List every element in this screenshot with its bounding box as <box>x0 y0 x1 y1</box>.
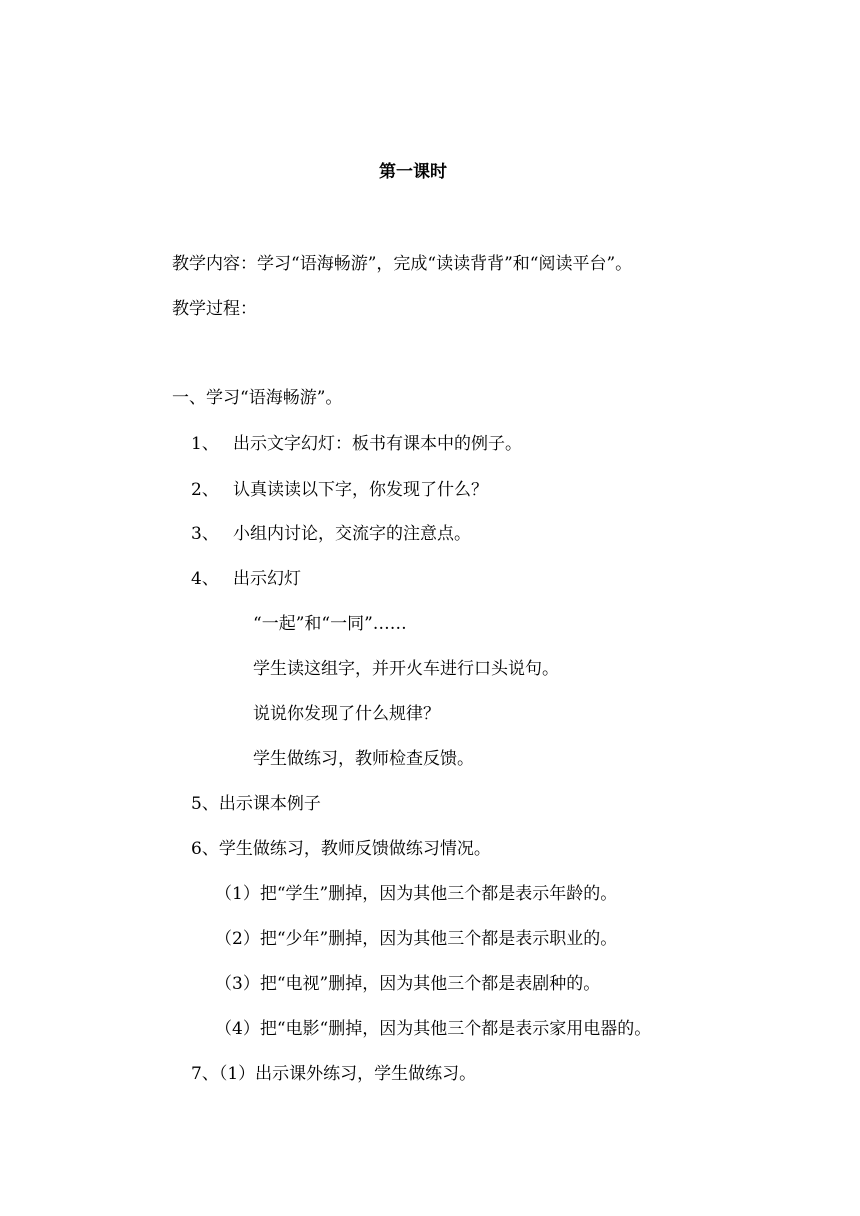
step6-answer: （1）把“学生”删掉，因为其他三个都是表示年龄的。 <box>215 884 618 904</box>
step-text: 出示文字幻灯：板书有课本中的例子。 <box>233 434 522 454</box>
step-text: 认真读读以下字，你发现了什么？ <box>233 480 488 500</box>
step6-answer: （3）把“电视”删掉，因为其他三个都是表剧种的。 <box>215 974 601 994</box>
teaching-process-label: 教学过程： <box>172 299 257 319</box>
step6-answer: （2）把“少年”删掉，因为其他三个都是表示职业的。 <box>215 929 618 949</box>
step-item <box>191 522 471 546</box>
step-item: 5、出示课本例子 <box>191 794 321 814</box>
step-item <box>191 478 488 502</box>
step-number: 1、 <box>191 434 219 454</box>
step-number: 2、 <box>191 480 219 500</box>
step4-detail: 学生读这组字，并开火车进行口头说句。 <box>253 659 559 679</box>
step6-answer: （4）把“电影“删掉，因为其他三个都是表示家用电器的。 <box>215 1019 652 1039</box>
step4-detail: “一起”和“一同”…… <box>253 614 407 634</box>
step-item: 6、学生做练习，教师反馈做练习情况。 <box>191 839 491 859</box>
lesson-title: 第一课时 <box>379 162 447 182</box>
step4-detail: 学生做练习，教师检查反馈。 <box>253 749 474 769</box>
section-heading: 一、学习“语海畅游”。 <box>172 388 343 408</box>
step-number: 4、 <box>191 569 219 589</box>
step-item <box>191 567 301 591</box>
step-text: 出示幻灯 <box>233 569 301 589</box>
step4-detail: 说说你发现了什么规律？ <box>253 704 440 724</box>
step-item <box>191 432 522 456</box>
step-number: 3、 <box>191 524 219 544</box>
step-item: 7、（1）出示课外练习，学生做练习。 <box>191 1064 477 1084</box>
step-text: 小组内讨论，交流字的注意点。 <box>233 524 471 544</box>
teaching-content-line: 教学内容：学习“语海畅游”，完成“读读背背”和“阅读平台”。 <box>172 254 633 274</box>
